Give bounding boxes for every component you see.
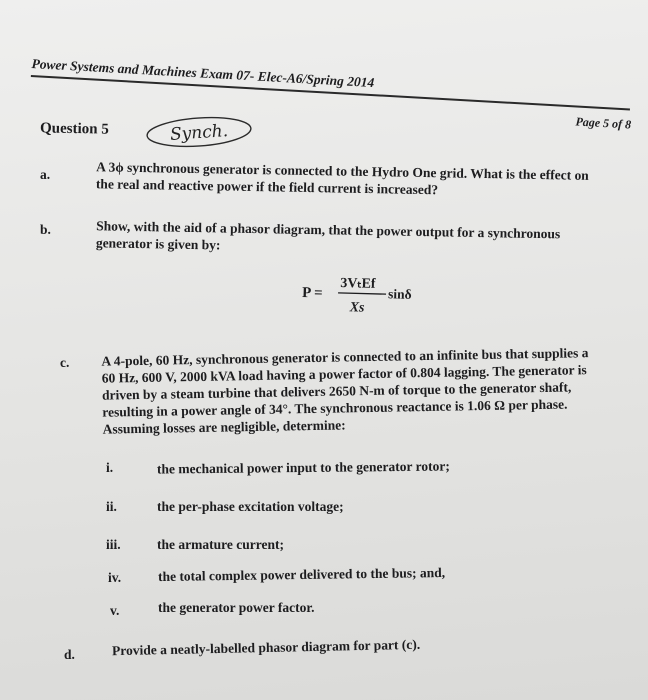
part-d-text: Provide a neatly-labelled phasor diagram for part (c). — [111, 636, 421, 659]
item-i-num: i. — [106, 460, 114, 475]
part-a-label: a. — [40, 167, 51, 182]
power-formula — [299, 264, 461, 328]
part-a-text: A 3ϕ synchronous generator is connected to the Hydro One grid. What is the effect on the real and reactive power if the field current is increased? — [95, 159, 589, 198]
fraction-bar — [338, 293, 386, 294]
course-title: Power Systems and Machines Exam 07- Elec-A6/Spring 2014 — [31, 56, 375, 91]
handwritten-note — [144, 111, 254, 152]
formula-numerator: 3VₜEf — [340, 275, 376, 292]
formula-trig: sinδ — [387, 286, 412, 302]
item-ii-num: ii. — [106, 499, 117, 514]
part-c-label: c. — [60, 355, 70, 370]
part-b-label: b. — [40, 222, 51, 237]
part-d-label: d. — [64, 647, 75, 662]
part-b-text: Show, with the aid of a phasor diagram, that the power output for a synchronous generator is given by: — [95, 218, 561, 253]
item-v-num: v. — [110, 603, 120, 618]
item-iii-num: iii. — [106, 537, 121, 552]
item-ii-text: the per-phase excitation voltage; — [157, 499, 344, 514]
formula-denominator: Xs — [349, 300, 365, 316]
item-iii-text: the armature current; — [157, 537, 284, 552]
handwritten-note-text: Synch. — [169, 120, 229, 145]
page-header — [29, 56, 631, 141]
item-iv-num: iv. — [108, 570, 122, 585]
part-c-text: A 4-pole, 60 Hz, synchronous generator is connected to an infinite bus that supplies a 60 Hz, 600 V, 2000 kVA load having a power factor of 0.804 lagging. The generator is driven by a steam turbine that delivers 2650 N-m of torque to the generator shaft, resulting in a power angle of 34°. The synchronous reactance is 1.06 Ω per phase. Assuming losses are negligible, determine: — [101, 345, 589, 437]
formula-lhs: P = — [301, 284, 323, 302]
page-number: Page 5 of 8 — [575, 114, 632, 132]
item-i-text: the mechanical power input to the generator rotor; — [156, 458, 450, 477]
item-v-text: the generator power factor. — [158, 600, 315, 615]
question-title: Question 5 — [39, 120, 109, 138]
item-iv-text: the total complex power delivered to the bus; and, — [157, 564, 446, 585]
